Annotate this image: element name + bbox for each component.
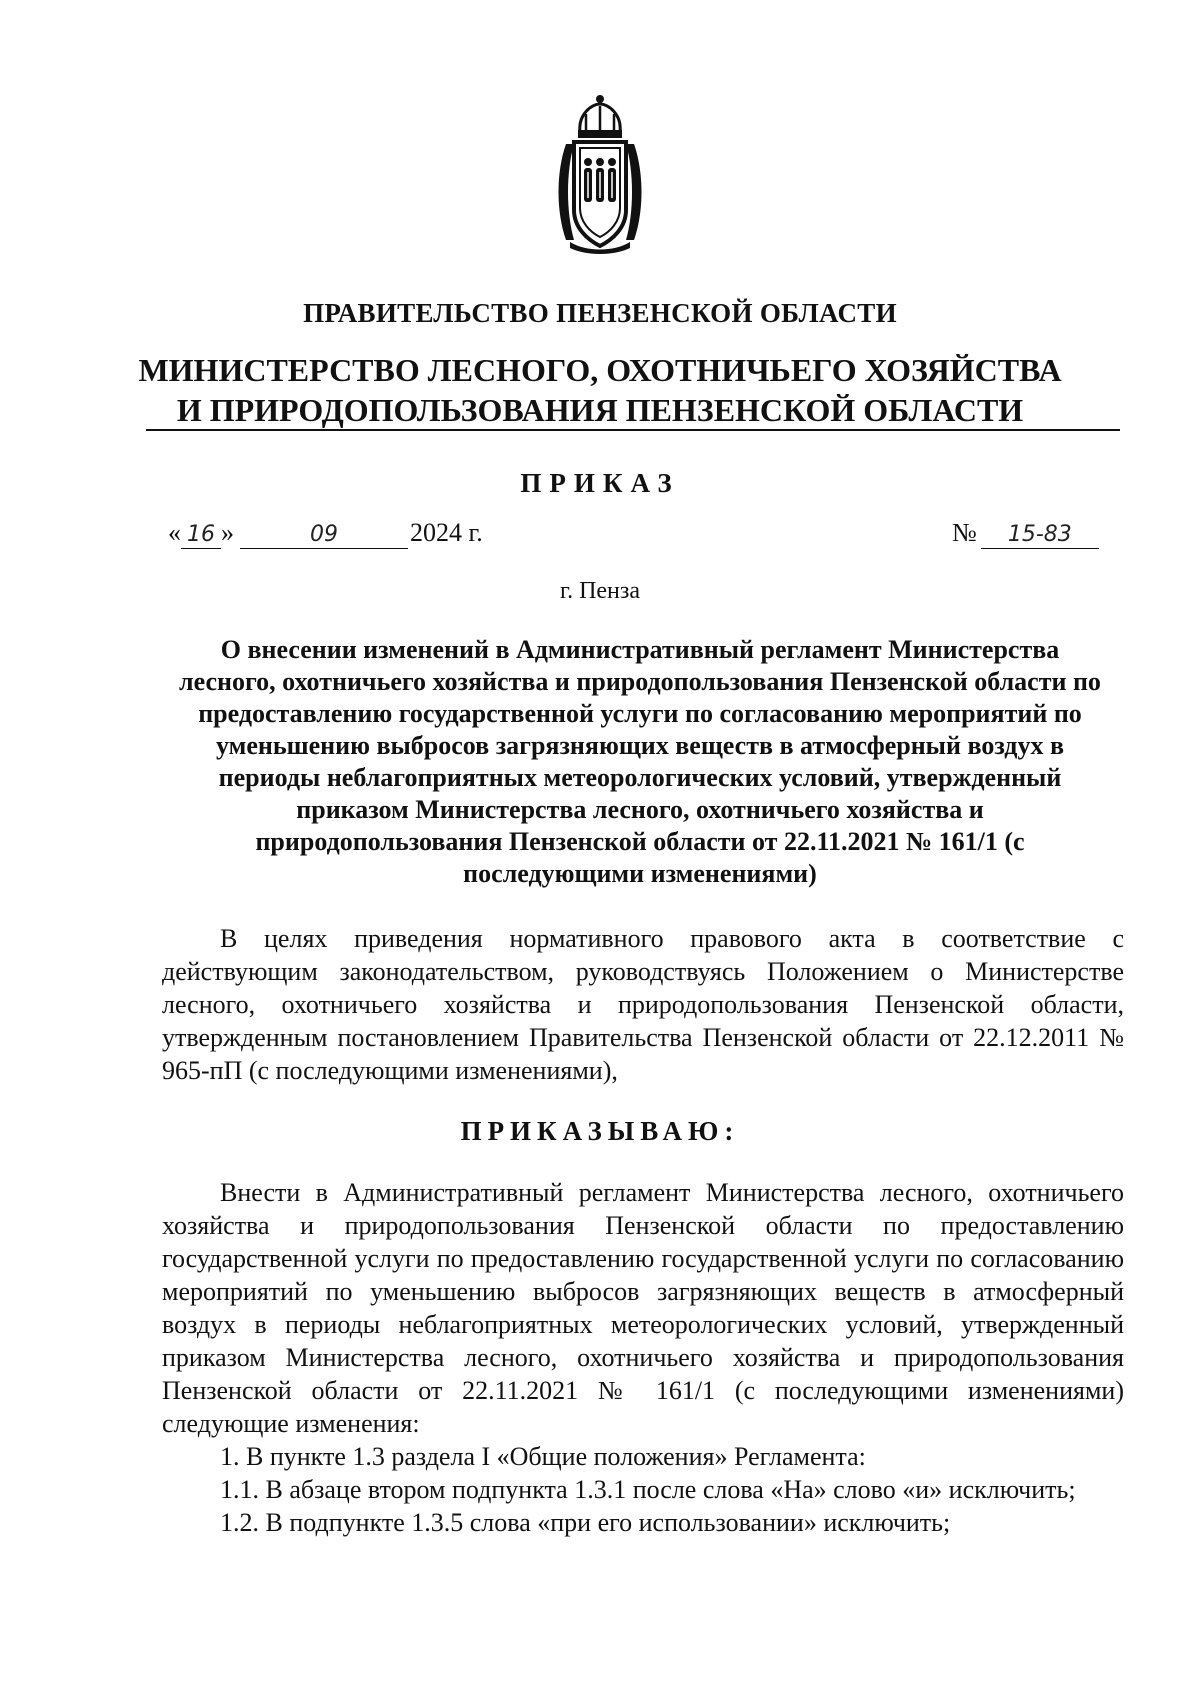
document-number (952, 518, 1099, 549)
preamble-paragraph: В целях приведения нормативного правового акта в соответствие с действующим законодательством, руководствуясь Положением о Министерстве лесного, охотничьего хозяйства и природопользования Пензенской области, утвержденным постановлением Правительства Пензенской области от 22.12.2011 № 965-пП (с последующими изменениями), (162, 924, 1124, 1085)
ministry-title-line1: МИНИСТЕРСТВО ЛЕСНОГО, ОХОТНИЧЬЕГО ХОЗЯЙСТВА (138, 352, 1062, 388)
order-body (162, 1176, 1124, 1539)
emblem (0, 92, 1200, 254)
document-subject: О внесении изменений в Административный регламент Министерства лесного, охотничьего хозяйства и природопользования Пензенской области по предоставлению государственной услуги по согласованию мероприятий по уменьшению выбросов загрязняющих веществ в атмосферный воздух в периоды неблагоприятных метеорологических условий, утвержденный приказом Министерства лесного, охотничьего хозяйства и природопользования Пензенской области от 22.11.2021 № 161/1 (с последующими изменениями) (179, 635, 1101, 888)
date-month-handwritten: 09 (240, 522, 408, 549)
government-title: ПРАВИТЕЛЬСТВО ПЕНЗЕНСКОЙ ОБЛАСТИ (303, 298, 897, 328)
ministry-title-line2: И ПРИРОДОПОЛЬЗОВАНИЯ ПЕНЗЕНСКОЙ ОБЛАСТИ (176, 392, 1024, 428)
date-open-quote: « (168, 518, 181, 547)
date-day-handwritten: 16 (181, 522, 221, 549)
order-item-1-1: 1.1. В абзаце втором подпункта 1.3.1 после слова «На» слово «и» исключить; (220, 1475, 1076, 1504)
order-main-paragraph: Внести в Административный регламент Министерства лесного, охотничьего хозяйства и природопользования Пензенской области по предоставлению государственной услуги по предоставлению государственной услуги по согласованию мероприятий по уменьшению выбросов загрязняющих веществ в атмосферный воздух в периоды неблагоприятных метеорологических условий, утвержденный приказом Министерства лесного, охотничьего хозяйства и природопользования Пензенской области от 22.11.2021 № 161/1 (с последующими изменениями) следующие изменения: (162, 1178, 1124, 1438)
ministry-title (0, 350, 1200, 430)
order-heading: ПРИКАЗЫВАЮ: (460, 1116, 740, 1146)
penza-coat-of-arms-icon (552, 92, 648, 254)
date-close-quote: » (221, 518, 234, 547)
header-divider (146, 429, 1120, 431)
document-city: г. Пенза (559, 578, 641, 604)
document-type-title: ПРИКАЗ (520, 468, 680, 498)
date-year: 2024 г. (410, 518, 483, 547)
number-handwritten: 15-83 (981, 522, 1099, 549)
order-item-1: 1. В пункте 1.3 раздела I «Общие положения» Регламента: (220, 1442, 866, 1471)
order-item-1-2: 1.2. В подпункте 1.3.5 слова «при его использовании» исключить; (220, 1508, 951, 1537)
document-date (168, 518, 483, 549)
number-label: № (952, 518, 977, 547)
